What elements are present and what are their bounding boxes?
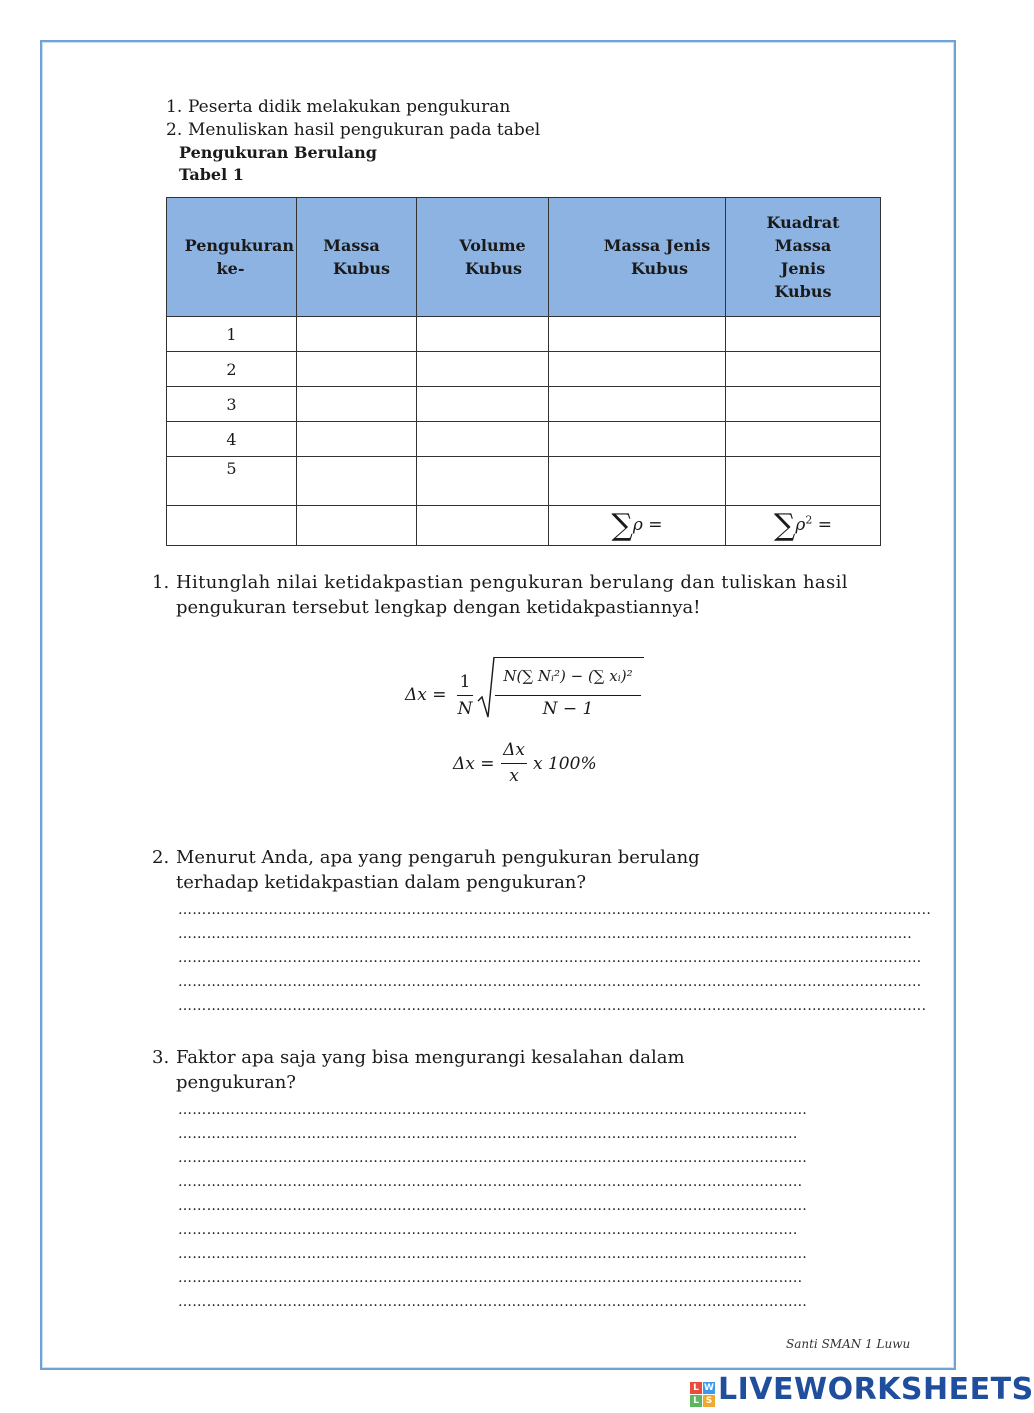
answer-line[interactable]: ……………………………………………………………………………………………………………………: [178, 1294, 808, 1310]
input-cell[interactable]: [549, 387, 726, 422]
answer-area-q2[interactable]: [178, 898, 932, 1018]
question-1: 1. Hitunglah nilai ketidakpastian pengukuran berulang dan tuliskan hasil pengukuran tersebut lengkap dengan ketidakpastiannya!: [152, 572, 848, 618]
uncertainty-formula: Δx = 1 N N(∑ Nᵢ²) − (∑ xᵢ)² N − 1: [405, 655, 665, 725]
sum-rho-cell[interactable]: ∑ρ =: [549, 506, 726, 546]
input-cell[interactable]: [417, 422, 549, 457]
input-cell[interactable]: [417, 352, 549, 387]
empty-cell: [417, 506, 549, 546]
liveworksheets-brand[interactable]: [690, 1372, 1034, 1408]
answer-line[interactable]: ……………………………………………………………………………………………………………………………………….: [178, 926, 913, 942]
input-cell[interactable]: [726, 457, 881, 506]
input-cell[interactable]: [726, 422, 881, 457]
table-header-row: [167, 198, 881, 317]
table-title: Tabel 1: [179, 165, 244, 184]
table-row: [167, 317, 881, 352]
empty-cell: [297, 506, 417, 546]
answer-line[interactable]: ………………………………………………………………………………………………………………………………………….: [178, 998, 927, 1014]
row-number: 1: [167, 317, 297, 352]
input-cell[interactable]: [297, 317, 417, 352]
header-volume-kubus: Volume Kubus: [417, 198, 549, 317]
answer-line[interactable]: ……………………………………………………………………………………………………………………: [178, 1102, 808, 1118]
table-row: [167, 387, 881, 422]
row-number: 3: [167, 387, 297, 422]
input-cell[interactable]: [726, 387, 881, 422]
answer-line[interactable]: …………………………………………………………………………………………………………………………………………: [178, 950, 922, 966]
input-cell[interactable]: [417, 317, 549, 352]
input-cell[interactable]: [297, 387, 417, 422]
brand-name: LIVEWORKSHEETS: [718, 1372, 1034, 1407]
table-row: [167, 352, 881, 387]
input-cell[interactable]: [417, 387, 549, 422]
answer-line[interactable]: ………………………………………………………………………………………………………………….: [178, 1126, 798, 1142]
header-massa-jenis: Massa Jenis Kubus: [549, 198, 726, 317]
question-3: 3. Faktor apa saja yang bisa mengurangi kesalahan dalam pengukuran?: [152, 1047, 685, 1093]
intro-step: 2. Menuliskan hasil pengukuran pada tabel: [166, 120, 541, 140]
intro-step: 1. Peserta didik melakukan pengukuran: [166, 97, 511, 117]
answer-line[interactable]: ……………………………………………………………………………………………………………………: [178, 1246, 808, 1262]
intro-steps: [166, 96, 540, 142]
row-number: 5: [167, 457, 297, 506]
answer-line[interactable]: ……………………………………………………………………………………………………………………: [178, 1150, 808, 1166]
input-cell[interactable]: [297, 422, 417, 457]
input-cell[interactable]: [726, 317, 881, 352]
measurement-table: [166, 197, 881, 546]
answer-line[interactable]: …………………………………………………………………………………………………………………..: [178, 1270, 803, 1286]
input-cell[interactable]: [297, 457, 417, 506]
table-row: [167, 422, 881, 457]
question-2: 2. Menurut Anda, apa yang pengaruh pengukuran berulang terhadap ketidakpastian dalam pengukuran?: [152, 847, 700, 893]
input-cell[interactable]: [726, 352, 881, 387]
answer-area-q3[interactable]: [178, 1098, 856, 1314]
input-cell[interactable]: [417, 457, 549, 506]
answer-line[interactable]: ………………………………………………………………………………………………………………….: [178, 1222, 798, 1238]
sum-rho-squared-cell[interactable]: $\sum\rho^2$ =: [726, 506, 881, 546]
input-cell[interactable]: [549, 317, 726, 352]
input-cell[interactable]: [549, 422, 726, 457]
header-massa-kubus: Massa Kubus: [297, 198, 417, 317]
empty-cell: [167, 506, 297, 546]
relative-uncertainty-formula: Δx = Δx x x 100%: [453, 740, 597, 786]
radical-icon: [477, 655, 495, 719]
table-sum-row: [167, 506, 881, 546]
header-kuadrat-massa-jenis: Kuadrat Massa Jenis Kubus: [726, 198, 881, 317]
section-subtitle: Pengukuran Berulang: [179, 143, 377, 162]
header-pengukuran: Pengukuran ke-: [167, 198, 297, 317]
answer-line[interactable]: …………………………………………………………………………………………………………………………………………: [178, 974, 922, 990]
input-cell[interactable]: [549, 457, 726, 506]
answer-line[interactable]: …………………………………………………………………………………………………………………………………………..: [178, 902, 932, 918]
input-cell[interactable]: [297, 352, 417, 387]
table-row: [167, 457, 881, 506]
answer-line[interactable]: …………………………………………………………………………………………………………………..: [178, 1174, 803, 1190]
input-cell[interactable]: [549, 352, 726, 387]
row-number: 2: [167, 352, 297, 387]
answer-line[interactable]: ……………………………………………………………………………………………………………………: [178, 1198, 808, 1214]
row-number: 4: [167, 422, 297, 457]
liveworksheets-logo-icon: L W L S: [690, 1382, 715, 1407]
author-signature: Santi SMAN 1 Luwu: [786, 1337, 911, 1351]
